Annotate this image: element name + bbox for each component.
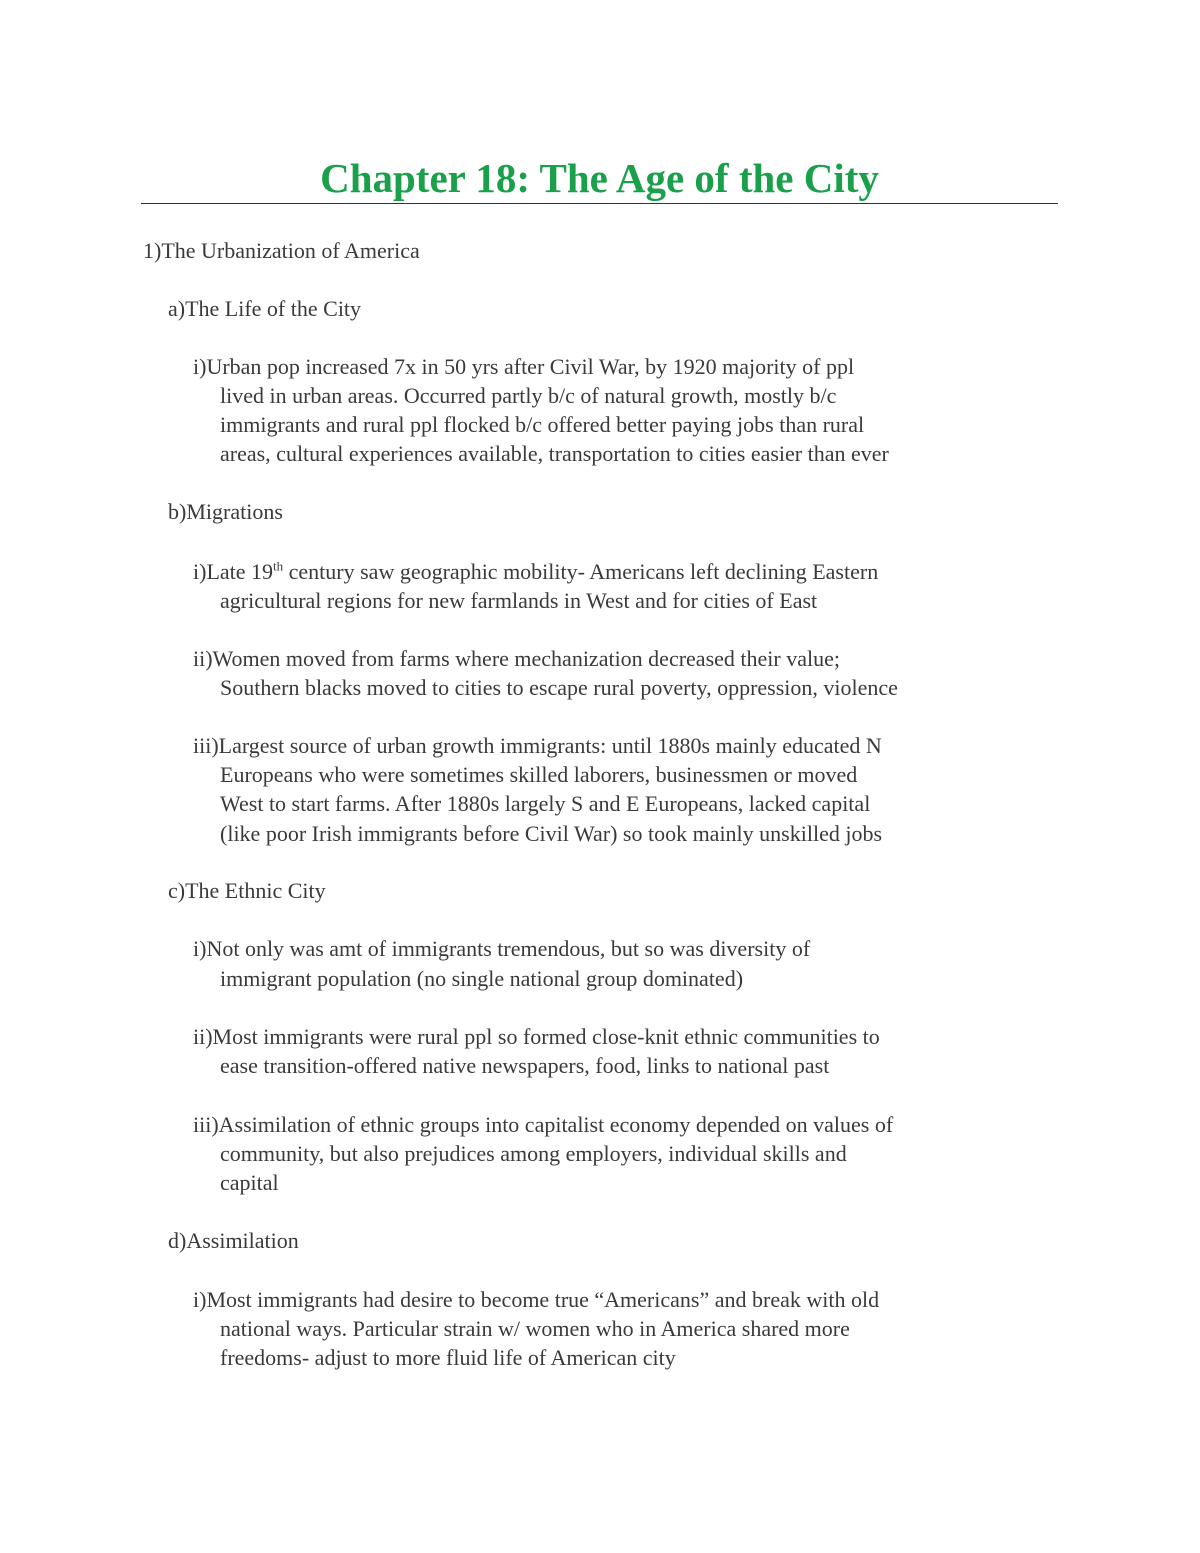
subsection-heading-d: d)Assimilation	[168, 1228, 299, 1253]
outline-item-text: immigrant population (no single national group dominated)	[220, 966, 744, 991]
outline-item-text: iii)Largest source of urban growth immigrants: until 1880s mainly educated N	[193, 733, 882, 758]
subsection-heading-b: b)Migrations	[168, 499, 283, 524]
outline-item-text: capital	[220, 1170, 279, 1195]
page-title: Chapter 18: The Age of the City	[320, 155, 879, 201]
outline-item-text	[193, 557, 878, 586]
item-prefix: i)Late 19	[193, 559, 274, 584]
subsection-heading-a: a)The Life of the City	[168, 296, 362, 321]
outline-item-text: agricultural regions for new farmlands in West and for cities of East	[220, 588, 818, 613]
outline-item-text: areas, cultural experiences available, transportation to cities easier than ever	[220, 441, 889, 466]
subsection-heading-c: c)The Ethnic City	[168, 878, 326, 903]
section-heading: 1)The Urbanization of America	[143, 238, 420, 263]
outline-item-text: lived in urban areas. Occurred partly b/c of natural growth, mostly b/c	[220, 383, 837, 408]
outline-item-text: ii)Most immigrants were rural ppl so formed close-knit ethnic communities to	[193, 1024, 880, 1049]
outline-item-text: community, but also prejudices among employers, individual skills and	[220, 1141, 847, 1166]
outline-item-text: i)Most immigrants had desire to become true “Americans” and break with old	[193, 1287, 880, 1312]
outline-item-text: Southern blacks moved to cities to escape rural poverty, oppression, violence	[220, 675, 898, 700]
outline-item-text: West to start farms. After 1880s largely S and E Europeans, lacked capital	[220, 791, 871, 816]
outline-item-text: i)Urban pop increased 7x in 50 yrs after Civil War, by 1920 majority of ppl	[193, 354, 855, 379]
outline-item-text: Europeans who were sometimes skilled laborers, businessmen or moved	[220, 762, 858, 787]
outline-item-text: immigrants and rural ppl flocked b/c offered better paying jobs than rural	[220, 412, 865, 437]
outline-item-text: ease transition-offered native newspapers, food, links to national past	[220, 1053, 830, 1078]
outline-item-text: freedoms- adjust to more fluid life of American city	[220, 1345, 676, 1370]
outline-item-text: i)Not only was amt of immigrants tremendous, but so was diversity of	[193, 936, 811, 961]
outline-item-text: ii)Women moved from farms where mechanization decreased their value;	[193, 646, 840, 671]
outline-item-text: national ways. Particular strain w/ women who in America shared more	[220, 1316, 850, 1341]
item-rest: century saw geographic mobility- Americans left declining Eastern	[283, 559, 879, 584]
outline-item-text: iii)Assimilation of ethnic groups into capitalist economy depended on values of	[193, 1112, 894, 1137]
title-underline	[141, 203, 1058, 204]
superscript-suffix: th	[273, 558, 284, 574]
outline-item-text: (like poor Irish immigrants before Civil War) so took mainly unskilled jobs	[220, 821, 883, 846]
